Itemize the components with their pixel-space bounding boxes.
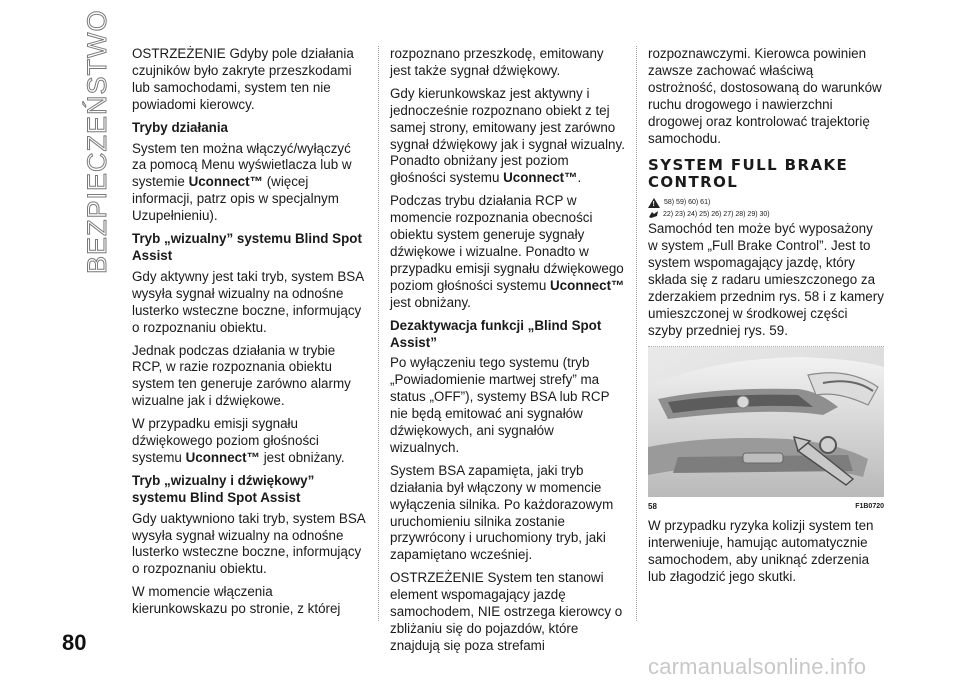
text: Podczas trybu działania RCP w momencie rozpoznania obecności obiektu system generuje sygnały dźwiękowe i wizualne. Ponadto w przypadku emisji sygnału dźwiękowego poziom głośności systemu bbox=[390, 193, 624, 293]
note-ref-numbers: 22) 23) 24) 25) 26) 27) 28) 29) 30) bbox=[663, 211, 770, 219]
section-title: SYSTEM FULL BRAKE CONTROL bbox=[648, 156, 849, 192]
paragraph bbox=[132, 416, 368, 467]
text: jest obniżany. bbox=[390, 294, 471, 310]
paragraph bbox=[132, 141, 368, 226]
warning-paragraph: OSTRZEŻENIE Gdyby pole działania czujników było zakryte przeszkodami lub samochodami, system ten nie powiadomi kierowcy. bbox=[132, 46, 354, 112]
text: jest obniżany. bbox=[259, 449, 345, 465]
warning-paragraph: OSTRZEŻENIE System ten stanowi element wspomagający jazdę samochodem, NIE ostrzega kierowcy o zbliżaniu się do pojazdów, które znajdują się poza strefami bbox=[390, 570, 623, 653]
paragraph: System BSA zapamięta, jaki tryb działania był włączony w momencie wyłączenia silnika. Po każdorazowym uruchomieniu silnika zostanie przywrócony i uruchomiony tryb, jaki zapamiętano wcześniej. bbox=[390, 462, 614, 563]
text: (więcej informacji, patrz opis w specjalnym Uzupełnieniu). bbox=[132, 174, 339, 224]
column-divider bbox=[636, 46, 637, 621]
heading-visual-mode: Tryb „wizualny” systemu Blind Spot Assist bbox=[132, 231, 362, 263]
column-2 bbox=[390, 46, 626, 661]
paragraph: Jednak podczas działania w trybie RCP, w razie rozpoznania obiektu system ten generuje zarówno alarmy wizualne jak i dźwiękowe. bbox=[132, 342, 351, 409]
paragraph: Samochód ten może być wyposażony w system „Full Brake Control”. Jest to system wspomagający jazdę, który składa się z radaru umieszczonego za zderzakiem przednim rys. 58 i z kamery umieszczonej w środkowej części szyby przedniej rys. 59. bbox=[648, 221, 884, 338]
page-number: 80 bbox=[62, 630, 87, 655]
heading-visual-audible-mode: Tryb „wizualny i dźwiękowy” systemu Blind Spot Assist bbox=[132, 472, 315, 505]
column-3 bbox=[648, 46, 884, 591]
heading-deactivation: Dezaktywacja funkcji „Blind Spot Assist” bbox=[390, 317, 602, 350]
warning-triangle-icon bbox=[648, 198, 660, 208]
text: System ten można włączyć/wyłączyć za pomocą Menu wyświetlacza lub w systemie bbox=[132, 140, 352, 190]
uconnect-term: Uconnect™ bbox=[185, 449, 260, 465]
column-divider bbox=[378, 46, 379, 621]
uconnect-term: Uconnect™ bbox=[188, 174, 263, 190]
paragraph bbox=[390, 193, 626, 311]
warning-references bbox=[648, 197, 884, 208]
paragraph: W przypadku ryzyka kolizji system ten interweniuje, hamując automatycznie samochodem, aby uniknąć zderzenia lub złagodzić jego skutki. bbox=[648, 517, 874, 584]
uconnect-term: Uconnect™ bbox=[550, 277, 625, 293]
note-references bbox=[648, 209, 884, 220]
paragraph: rozpoznano przeszkodę, emitowany jest także sygnał dźwiękowy. bbox=[390, 46, 604, 78]
chapter-title: BEZPIECZEŃSTWO bbox=[82, 9, 112, 274]
column-1 bbox=[132, 46, 368, 624]
paragraph: W momencie włączenia kierunkowskazu po stronie, z której bbox=[132, 584, 341, 617]
paragraph: Po wyłączeniu tego systemu (tryb „Powiadomienie martwej strefy” ma status „OFF”), systemy BSA lub RCP nie będą emitować ani sygnałów dźwiękowych, ani sygnałów wizualnych. bbox=[390, 355, 610, 455]
car-front-illustration bbox=[648, 347, 884, 497]
hand-note-icon bbox=[648, 210, 659, 219]
figure-car-front bbox=[648, 346, 884, 511]
paragraph: Gdy aktywny jest taki tryb, system BSA wysyła sygnał wizualny na odnośne lusterko wsteczne boczne, informujący o rozpoznaniu obiektu. bbox=[132, 268, 364, 335]
paragraph: rozpoznawczymi. Kierowca powinien zawsze zachować właściwą ostrożność, dostosowaną do warunków ruchu drogowego i nawierzchni drogowej oraz kontrolować trajektorię samochodu. bbox=[648, 46, 882, 146]
text: Gdy kierunkowskaz jest aktywny i jednocześnie rozpoznano obiekt z tej samej strony, emitowany jest zarówno sygnał dźwiękowy jak i sygnał wizualny. Ponadto obniżany jest poziom głośności systemu bbox=[390, 85, 625, 186]
paragraph: Gdy uaktywniono taki tryb, system BSA wysyła sygnał wizualny na odnośne lusterko wsteczne boczne, informujący o rozpoznaniu obiektu. bbox=[132, 510, 365, 577]
text: W przypadku emisji sygnału dźwiękowego poziom głośności systemu bbox=[132, 416, 319, 465]
figure-code: F1B0720 bbox=[855, 502, 884, 510]
watermark: carmanualsonline.info bbox=[648, 654, 867, 679]
uconnect-term: Uconnect™ bbox=[503, 170, 578, 186]
text: . bbox=[577, 170, 582, 186]
figure-number: 58 bbox=[648, 501, 657, 511]
warning-ref-numbers: 58) 59) 60) 61) bbox=[664, 199, 711, 207]
paragraph bbox=[390, 86, 626, 187]
heading-operating-modes: Tryby działania bbox=[132, 119, 229, 135]
